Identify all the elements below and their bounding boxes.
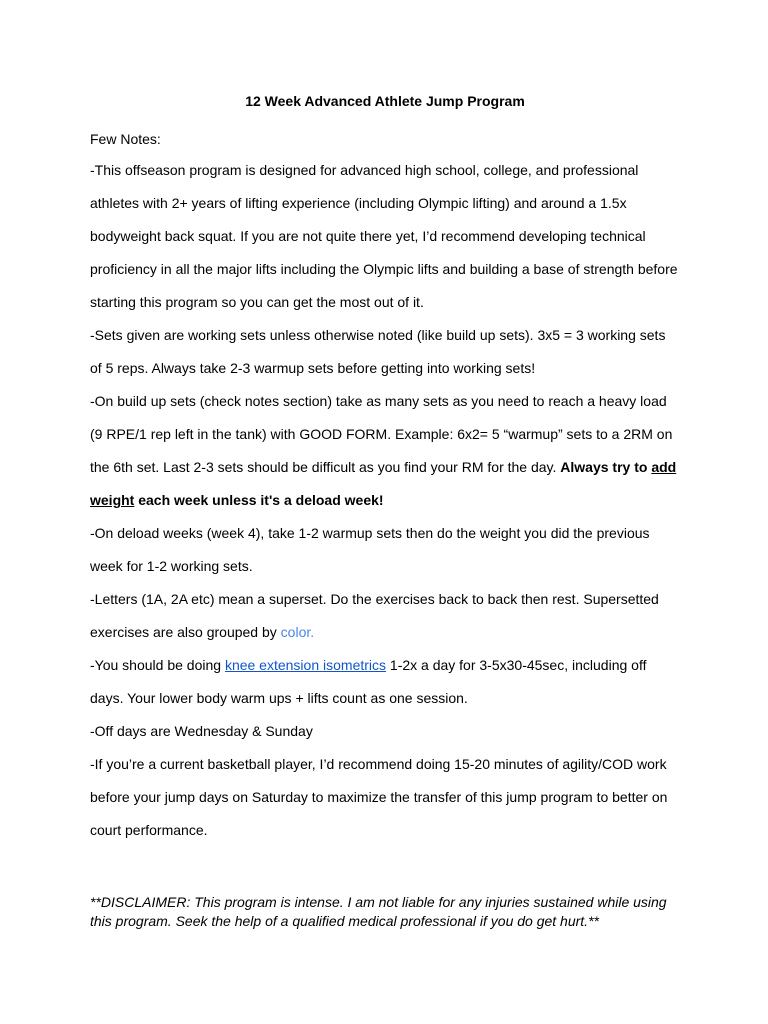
add-weight-emphasis-end: each week unless it's a deload week! [134, 492, 384, 508]
isometrics-suffix: 1-2x a day for 3-5x30-45sec, including off days. Your lower body warm ups + lifts count as one session. [90, 657, 647, 706]
note-paragraph-audience: -This offseason program is designed for advanced high school, college, and professional athletes with 2+ years of lifting experience (including Olympic lifting) and around a 1.5x bodyweight back squat. If you are not quite there yet, I’d recommend developing technical proficiency in all the major lifts including the Olympic lifts and building a base of strength before starting this program so you can get the most out of it. [90, 162, 678, 310]
color-word: color. [280, 624, 315, 640]
superset-text: -Letters (1A, 2A etc) mean a superset. Do the exercises back to back then rest. Supersetted exercises are also grouped by [90, 591, 659, 640]
note-paragraph-working-sets: -Sets given are working sets unless otherwise noted (like build up sets). 3x5 = 3 working sets of 5 reps. Always take 2-3 warmup sets before getting into working sets! [90, 327, 666, 376]
note-paragraph-deload: -On deload weeks (week 4), take 1-2 warmup sets then do the weight you did the previous week for 1-2 working sets. [90, 525, 650, 574]
note-paragraph-superset [90, 583, 680, 649]
note-paragraph-build-up-sets [90, 385, 680, 517]
add-weight-emphasis-underlined: add weight [90, 459, 677, 508]
note-paragraph-isometrics [90, 649, 680, 715]
note-paragraph-basketball: -If you’re a current basketball player, I’d recommend doing 15-20 minutes of agility/COD work before your jump days on Saturday to maximize the transfer of this jump program to better on court performance. [90, 756, 668, 838]
add-weight-emphasis-start: Always try to [560, 459, 652, 475]
isometrics-prefix: -You should be doing [90, 657, 225, 673]
notes-label: Few Notes: [90, 131, 161, 147]
knee-extension-isometrics-link[interactable]: knee extension isometrics [224, 657, 387, 673]
document-title: 12 Week Advanced Athlete Jump Program [245, 93, 525, 109]
build-up-sets-text: -On build up sets (check notes section) take as many sets as you need to reach a heavy load (9 RPE/1 rep left in the tank) with GOOD FORM. Example: 6x2= 5 “warmup” sets to a 2RM on the 6th set. Last 2-3 sets should be difficult as you find your RM for the day. [90, 393, 673, 475]
disclaimer: **DISCLAIMER: This program is intense. I am not liable for any injuries sustained while using this program. Seek the help of a qualified medical professional if you do get hurt.** [90, 894, 667, 929]
note-paragraph-off-days: -Off days are Wednesday & Sunday [90, 723, 313, 739]
